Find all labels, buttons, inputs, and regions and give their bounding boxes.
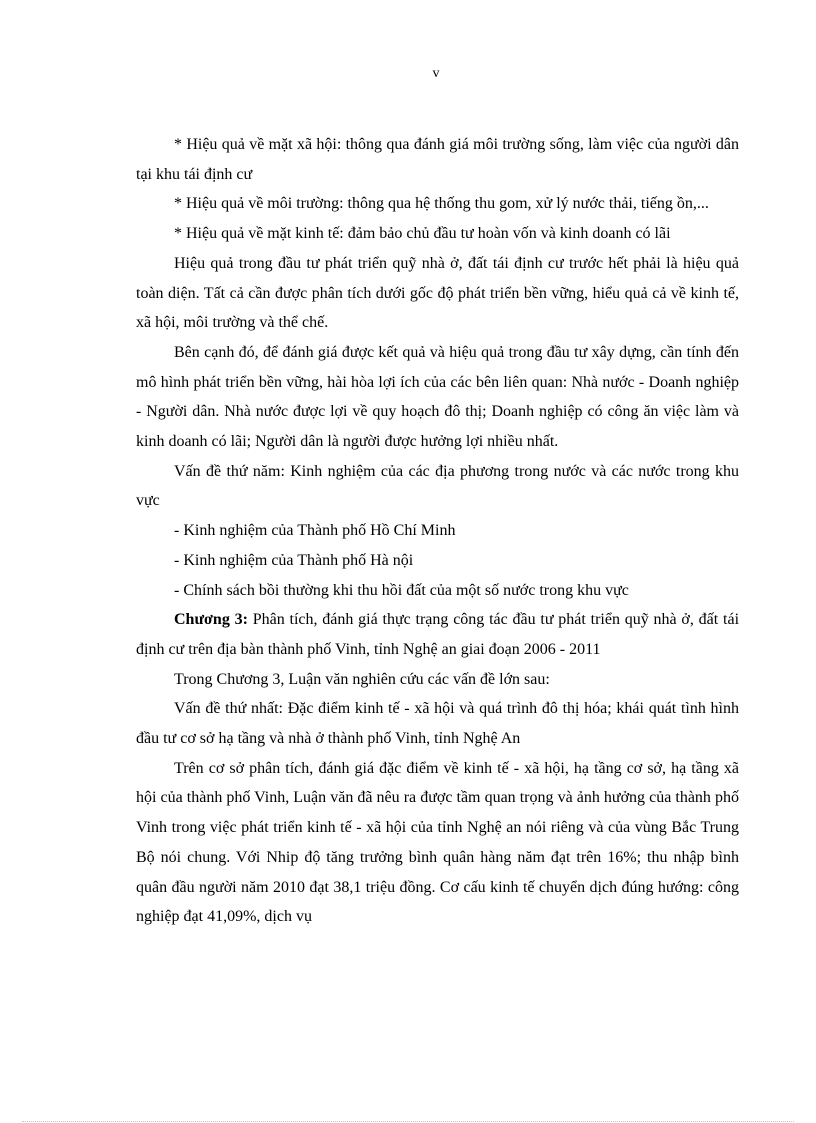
list-item-hcmc: - Kinh nghiệm của Thành phố Hồ Chí Minh	[174, 522, 456, 540]
paragraph-chapter-3	[136, 605, 739, 664]
paragraph-social-efficiency: * Hiệu quả về mặt xã hội: thông qua đánh giá môi trường sống, làm việc của người dân tại khu tái định cư	[136, 136, 739, 183]
page-number: v	[432, 66, 440, 81]
list-item-hanoi: - Kinh nghiệm của Thành phố Hà nội	[174, 551, 414, 569]
paragraph-first-issue: Vấn đề thứ nhất: Đặc điểm kinh tế - xã hội và quá trình đô thị hóa; khái quát tình hình đầu tư cơ sở hạ tầng và nhà ở thành phố Vinh, tỉnh Nghệ An	[136, 700, 739, 748]
paragraph-vinh-analysis: Trên cơ sở phân tích, đánh giá đặc điểm về kinh tế - xã hội, hạ tầng cơ sở, hạ tầng xã hội của thành phố Vinh, Luận văn đã nêu ra được tầm quan trọng và ảnh hưởng của thành phố Vinh trong việc phát triển kinh tế - xã hội của tỉnh Nghệ an nói riêng và của vùng Bắc Trung Bộ nói chung. Với Nhip độ tăng trưởng bình quân hàng năm đạt trên 16%; thu nhập bình quân đầu người năm 2010 đạt 38,1 triệu đồng. Cơ cấu kinh tế chuyển dịch đúng hướng: công nghiệp đạt 41,09%, dịch vụ	[136, 759, 739, 926]
paragraph-comprehensive-efficiency: Hiệu quả trong đầu tư phát triển quỹ nhà ở, đất tái định cư trước hết phải là hiệu quả toàn diện. Tất cả cần được phân tích dưới gốc độ phát triển bền vững, hiểu quả cả về kinh tế, xã hội, môi trường và thể chế.	[136, 254, 739, 332]
paragraph-economic-efficiency: * Hiệu quả về mặt kinh tế: đảm bảo chủ đầu tư hoàn vốn và kinh doanh có lãi	[174, 225, 671, 243]
paragraph-fifth-issue: Vấn đề thứ năm: Kinh nghiệm của các địa phương trong nước và các nước trong khu vực	[136, 462, 739, 510]
paragraph-sustainable-development: Bên cạnh đó, để đánh giá được kết quả và hiệu quả trong đầu tư xây dựng, cần tính đến mô hình phát triển bền vững, hài hòa lợi ích của các bên liên quan: Nhà nước - Doanh nghiệp - Người dân. Nhà nước được lợi về quy hoạch đô thị; Doanh nghiệp có công ăn việc làm và kinh doanh có lãi; Người dân là người được hưởng lợi nhiều nhất.	[136, 343, 739, 451]
chapter-3-title: Phân tích, đánh giá thực trạng công tác đầu tư phát triển quỹ nhà ở, đất tái định cư trên địa bàn thành phố Vinh, tỉnh Nghệ an giai đoạn 2006 - 2011	[136, 611, 740, 658]
document-body	[136, 130, 739, 932]
paragraph-chapter-3-intro: Trong Chương 3, Luận văn nghiên cứu các vấn đề lớn sau:	[174, 670, 550, 688]
chapter-3-heading: Chương 3:	[174, 611, 248, 629]
bottom-divider	[22, 1121, 794, 1122]
list-item-compensation-policy: - Chính sách bồi thường khi thu hồi đất của một số nước trong khu vực	[174, 581, 629, 599]
paragraph-environmental-efficiency: * Hiệu quả về môi trường: thông qua hệ thống thu gom, xử lý nước thải, tiếng ồn,...	[174, 195, 709, 213]
